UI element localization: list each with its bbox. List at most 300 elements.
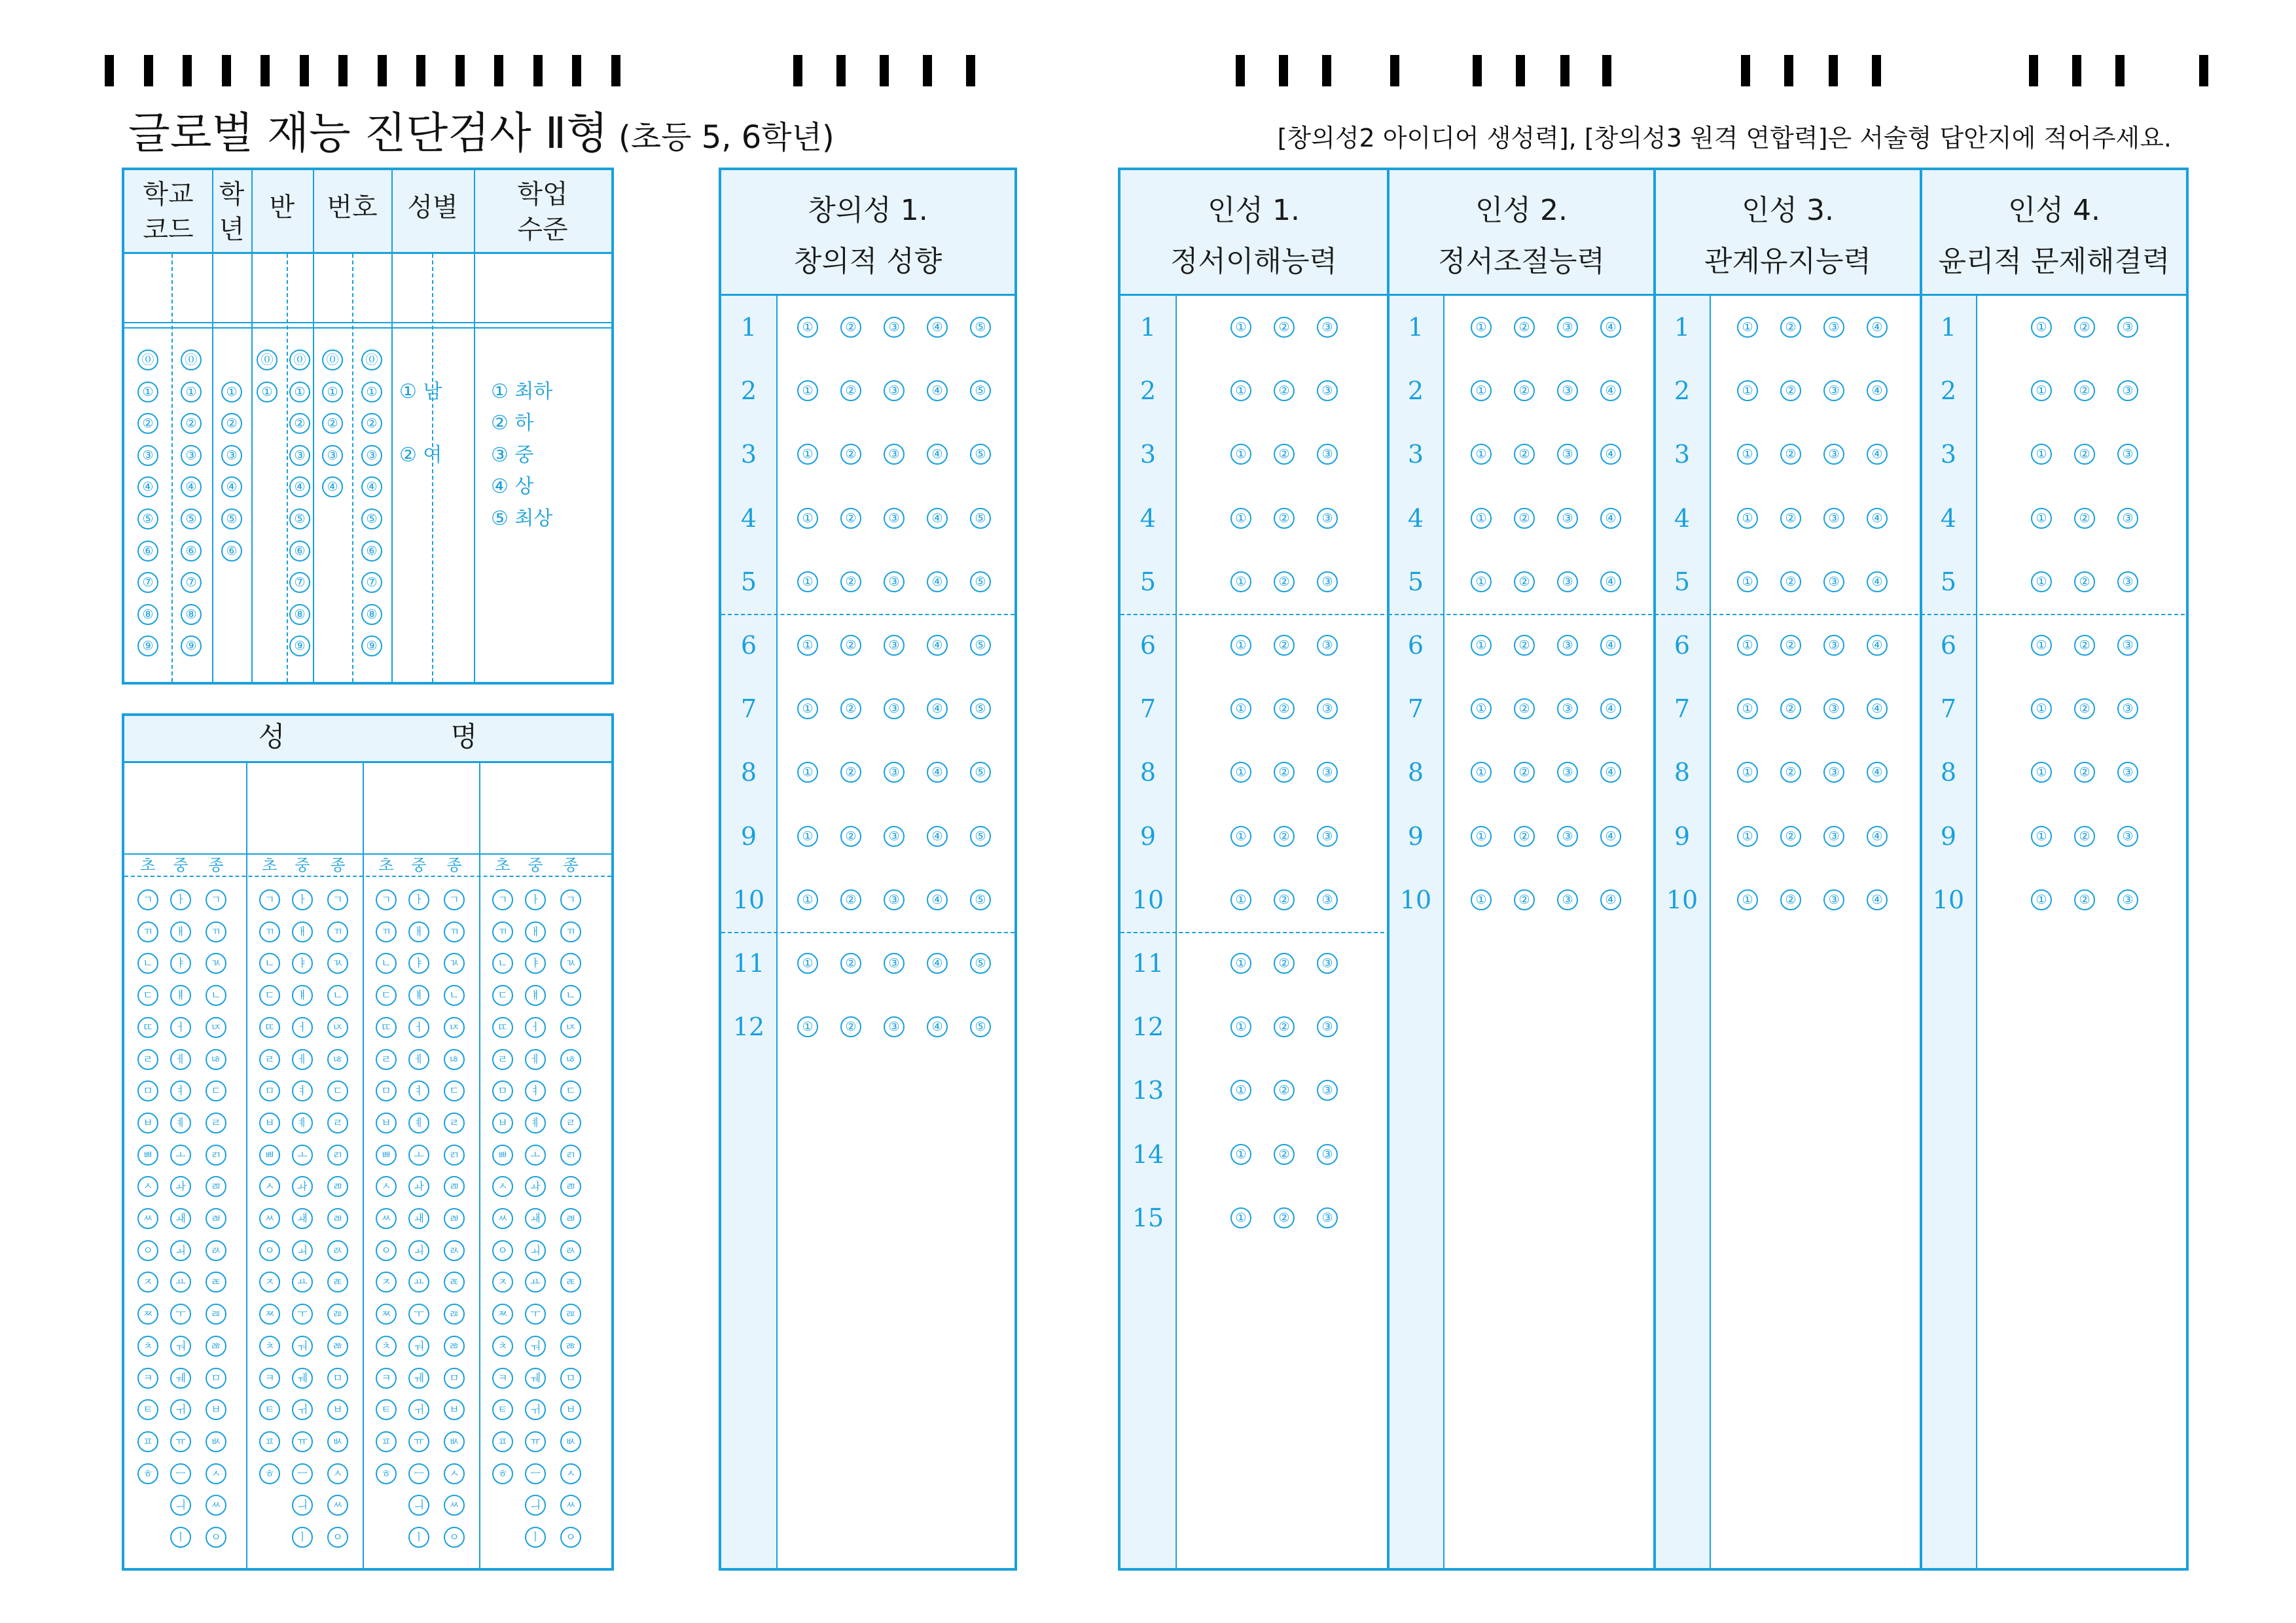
jamo-bubble[interactable]: ㅀ: [560, 1336, 581, 1357]
answer-bubble[interactable]: ③: [2117, 444, 2138, 465]
jamo-bubble[interactable]: ㅌ: [137, 1399, 158, 1420]
answer-bubble[interactable]: ①: [797, 571, 818, 592]
jamo-bubble[interactable]: ㅖ: [292, 1113, 313, 1133]
jamo-bubble[interactable]: ㄱ: [376, 889, 397, 910]
jamo-bubble[interactable]: ㅇ: [137, 1240, 158, 1261]
answer-bubble[interactable]: ③: [1317, 953, 1338, 974]
answer-bubble[interactable]: ④: [927, 826, 948, 847]
jamo-bubble[interactable]: ㅍ: [492, 1431, 513, 1452]
answer-bubble[interactable]: ②: [840, 571, 861, 592]
answer-bubble[interactable]: ③: [1557, 762, 1578, 783]
digit-bubble[interactable]: ⑦: [361, 572, 382, 593]
jamo-bubble[interactable]: ㄼ: [327, 1208, 348, 1229]
jamo-bubble[interactable]: ㅔ: [292, 1049, 313, 1070]
answer-bubble[interactable]: ②: [840, 317, 861, 338]
answer-bubble[interactable]: ⑤: [970, 571, 991, 592]
jamo-bubble[interactable]: ㅢ: [292, 1495, 313, 1516]
jamo-bubble[interactable]: ㅆ: [259, 1208, 280, 1229]
jamo-bubble[interactable]: ㅗ: [408, 1145, 429, 1166]
jamo-bubble[interactable]: ㄲ: [327, 921, 348, 942]
answer-bubble[interactable]: ③: [1557, 826, 1578, 847]
level-option[interactable]: ② 하: [491, 412, 534, 435]
answer-bubble[interactable]: ②: [1780, 444, 1801, 465]
jamo-bubble[interactable]: ㄸ: [137, 1017, 158, 1038]
jamo-bubble[interactable]: ㄺ: [327, 1145, 348, 1166]
jamo-bubble[interactable]: ㅑ: [170, 953, 191, 974]
answer-bubble[interactable]: ④: [1867, 380, 1888, 401]
answer-bubble[interactable]: ④: [1867, 317, 1888, 338]
answer-bubble[interactable]: ④: [927, 317, 948, 338]
jamo-bubble[interactable]: ㅣ: [170, 1527, 191, 1548]
answer-bubble[interactable]: ②: [840, 508, 861, 529]
gender-option[interactable]: ② 여: [399, 443, 442, 467]
jamo-bubble[interactable]: ㄼ: [444, 1208, 465, 1229]
digit-bubble[interactable]: ②: [361, 413, 382, 434]
digit-bubble[interactable]: ⑨: [289, 635, 310, 656]
jamo-bubble[interactable]: ㅟ: [408, 1399, 429, 1420]
jamo-bubble[interactable]: ㅁ: [492, 1080, 513, 1101]
answer-bubble[interactable]: ③: [884, 889, 905, 910]
answer-bubble[interactable]: ③: [1317, 826, 1338, 847]
jamo-bubble[interactable]: ㅈ: [376, 1272, 397, 1293]
jamo-bubble[interactable]: ㅆ: [137, 1208, 158, 1229]
answer-bubble[interactable]: ①: [1230, 889, 1251, 910]
jamo-bubble[interactable]: ㅂ: [259, 1113, 280, 1133]
jamo-bubble[interactable]: ㅊ: [376, 1336, 397, 1357]
jamo-bubble[interactable]: ㅟ: [525, 1399, 546, 1420]
jamo-bubble[interactable]: ㅉ: [137, 1304, 158, 1325]
answer-bubble[interactable]: ①: [2031, 698, 2052, 719]
answer-bubble[interactable]: ③: [1823, 826, 1844, 847]
jamo-bubble[interactable]: ㅅ: [376, 1176, 397, 1197]
jamo-bubble[interactable]: ㅍ: [376, 1431, 397, 1452]
jamo-bubble[interactable]: ㄿ: [560, 1304, 581, 1325]
digit-bubble[interactable]: ②: [289, 413, 310, 434]
answer-bubble[interactable]: ①: [2031, 635, 2052, 656]
jamo-bubble[interactable]: ㅆ: [560, 1495, 581, 1516]
jamo-bubble[interactable]: ㅠ: [525, 1431, 546, 1452]
answer-bubble[interactable]: ③: [2117, 508, 2138, 529]
digit-bubble[interactable]: ⑧: [181, 604, 202, 625]
jamo-bubble[interactable]: ㅛ: [170, 1272, 191, 1293]
answer-bubble[interactable]: ⑤: [970, 508, 991, 529]
answer-bubble[interactable]: ③: [1317, 1207, 1338, 1228]
jamo-bubble[interactable]: ㅏ: [292, 889, 313, 910]
level-option[interactable]: ④ 상: [491, 475, 534, 499]
answer-bubble[interactable]: ②: [1780, 889, 1801, 910]
jamo-bubble[interactable]: ㅅ: [444, 1463, 465, 1484]
jamo-bubble[interactable]: ㅖ: [525, 1113, 546, 1133]
jamo-bubble[interactable]: ㅅ: [492, 1176, 513, 1197]
digit-bubble[interactable]: ⑥: [221, 541, 242, 562]
answer-bubble[interactable]: ③: [1317, 571, 1338, 592]
jamo-bubble[interactable]: ㄲ: [376, 921, 397, 942]
jamo-bubble[interactable]: ㅈ: [259, 1272, 280, 1293]
digit-bubble[interactable]: ⑤: [137, 508, 158, 529]
answer-bubble[interactable]: ③: [1317, 889, 1338, 910]
answer-bubble[interactable]: ①: [1230, 826, 1251, 847]
answer-bubble[interactable]: ①: [1737, 317, 1758, 338]
jamo-bubble[interactable]: ㅉ: [376, 1304, 397, 1325]
jamo-bubble[interactable]: ㅅ: [259, 1176, 280, 1197]
answer-bubble[interactable]: ④: [1867, 571, 1888, 592]
jamo-bubble[interactable]: ㅟ: [292, 1399, 313, 1420]
jamo-bubble[interactable]: ㄾ: [327, 1272, 348, 1293]
jamo-bubble[interactable]: ㅓ: [525, 1017, 546, 1038]
jamo-bubble[interactable]: ㄲ: [560, 921, 581, 942]
jamo-bubble[interactable]: ㄹ: [206, 1113, 226, 1133]
answer-bubble[interactable]: ③: [2117, 635, 2138, 656]
jamo-bubble[interactable]: ㄳ: [206, 953, 226, 974]
jamo-bubble[interactable]: ㅆ: [327, 1495, 348, 1516]
jamo-bubble[interactable]: ㄱ: [327, 889, 348, 910]
digit-bubble[interactable]: ④: [322, 476, 343, 497]
jamo-bubble[interactable]: ㅂ: [327, 1399, 348, 1420]
answer-bubble[interactable]: ④: [1867, 635, 1888, 656]
answer-bubble[interactable]: ③: [884, 317, 905, 338]
answer-bubble[interactable]: ①: [1230, 762, 1251, 783]
answer-bubble[interactable]: ②: [1514, 380, 1535, 401]
jamo-bubble[interactable]: ㅒ: [525, 985, 546, 1006]
jamo-bubble[interactable]: ㄶ: [327, 1049, 348, 1070]
answer-bubble[interactable]: ②: [2074, 635, 2095, 656]
jamo-bubble[interactable]: ㅏ: [525, 889, 546, 910]
answer-bubble[interactable]: ⑤: [970, 698, 991, 719]
answer-bubble[interactable]: ⑤: [970, 635, 991, 656]
jamo-bubble[interactable]: ㄸ: [259, 1017, 280, 1038]
answer-bubble[interactable]: ④: [1867, 762, 1888, 783]
level-option[interactable]: ⑤ 최상: [491, 507, 553, 530]
answer-bubble[interactable]: ②: [840, 889, 861, 910]
answer-bubble[interactable]: ④: [1867, 826, 1888, 847]
digit-bubble[interactable]: ⑤: [181, 508, 202, 529]
jamo-bubble[interactable]: ㅁ: [206, 1368, 226, 1389]
answer-bubble[interactable]: ⑤: [970, 444, 991, 465]
answer-bubble[interactable]: ③: [884, 826, 905, 847]
jamo-bubble[interactable]: ㄳ: [327, 953, 348, 974]
jamo-bubble[interactable]: ㅕ: [408, 1080, 429, 1101]
jamo-bubble[interactable]: ㅚ: [525, 1240, 546, 1261]
jamo-bubble[interactable]: ㅁ: [444, 1368, 465, 1389]
jamo-bubble[interactable]: ㄵ: [444, 1017, 465, 1038]
answer-bubble[interactable]: ④: [1600, 889, 1621, 910]
jamo-bubble[interactable]: ㄹ: [137, 1049, 158, 1070]
answer-bubble[interactable]: ①: [1471, 635, 1492, 656]
answer-bubble[interactable]: ②: [1274, 698, 1295, 719]
jamo-bubble[interactable]: ㅇ: [206, 1527, 226, 1548]
answer-bubble[interactable]: ①: [2031, 508, 2052, 529]
jamo-bubble[interactable]: ㅝ: [408, 1336, 429, 1357]
jamo-bubble[interactable]: ㅕ: [170, 1080, 191, 1101]
jamo-bubble[interactable]: ㅅ: [137, 1176, 158, 1197]
jamo-bubble[interactable]: ㅄ: [560, 1431, 581, 1452]
jamo-bubble[interactable]: ㅋ: [259, 1368, 280, 1389]
jamo-bubble[interactable]: ㅆ: [206, 1495, 226, 1516]
jamo-bubble[interactable]: ㅌ: [259, 1399, 280, 1420]
answer-bubble[interactable]: ③: [2117, 380, 2138, 401]
answer-bubble[interactable]: ②: [1274, 1144, 1295, 1165]
answer-bubble[interactable]: ①: [2031, 889, 2052, 910]
jamo-bubble[interactable]: ㄶ: [560, 1049, 581, 1070]
jamo-bubble[interactable]: ㅂ: [560, 1399, 581, 1420]
jamo-bubble[interactable]: ㅓ: [408, 1017, 429, 1038]
jamo-bubble[interactable]: ㅄ: [444, 1431, 465, 1452]
answer-bubble[interactable]: ③: [1317, 380, 1338, 401]
answer-bubble[interactable]: ①: [1737, 762, 1758, 783]
answer-bubble[interactable]: ④: [1600, 698, 1621, 719]
digit-bubble[interactable]: ⓪: [322, 349, 343, 370]
digit-bubble[interactable]: ⑥: [137, 541, 158, 562]
jamo-bubble[interactable]: ㅔ: [525, 1049, 546, 1070]
answer-bubble[interactable]: ④: [927, 1016, 948, 1037]
answer-bubble[interactable]: ①: [1471, 508, 1492, 529]
jamo-bubble[interactable]: ㅚ: [170, 1240, 191, 1261]
jamo-bubble[interactable]: ㅀ: [444, 1336, 465, 1357]
jamo-bubble[interactable]: ㅇ: [560, 1527, 581, 1548]
jamo-bubble[interactable]: ㄲ: [444, 921, 465, 942]
jamo-bubble[interactable]: ㅔ: [408, 1049, 429, 1070]
answer-bubble[interactable]: ②: [1780, 698, 1801, 719]
jamo-bubble[interactable]: ㄾ: [444, 1272, 465, 1293]
answer-bubble[interactable]: ①: [1737, 444, 1758, 465]
jamo-bubble[interactable]: ㅍ: [137, 1431, 158, 1452]
answer-bubble[interactable]: ③: [884, 444, 905, 465]
jamo-bubble[interactable]: ㅗ: [525, 1145, 546, 1166]
answer-bubble[interactable]: ①: [2031, 571, 2052, 592]
jamo-bubble[interactable]: ㅌ: [492, 1399, 513, 1420]
jamo-bubble[interactable]: ㅓ: [170, 1017, 191, 1038]
jamo-bubble[interactable]: ㅡ: [525, 1463, 546, 1484]
answer-bubble[interactable]: ③: [884, 698, 905, 719]
answer-bubble[interactable]: ②: [1274, 953, 1295, 974]
jamo-bubble[interactable]: ㅉ: [492, 1304, 513, 1325]
answer-bubble[interactable]: ②: [840, 826, 861, 847]
jamo-bubble[interactable]: ㅀ: [327, 1336, 348, 1357]
digit-bubble[interactable]: ①: [289, 382, 310, 402]
answer-bubble[interactable]: ④: [1600, 444, 1621, 465]
answer-bubble[interactable]: ①: [1737, 826, 1758, 847]
digit-bubble[interactable]: ⑦: [137, 572, 158, 593]
digit-bubble[interactable]: ③: [181, 445, 202, 466]
answer-bubble[interactable]: ②: [840, 1016, 861, 1037]
jamo-bubble[interactable]: ㄼ: [560, 1208, 581, 1229]
answer-bubble[interactable]: ②: [2074, 889, 2095, 910]
answer-bubble[interactable]: ③: [1317, 508, 1338, 529]
jamo-bubble[interactable]: ㅒ: [292, 985, 313, 1006]
jamo-bubble[interactable]: ㅞ: [170, 1368, 191, 1389]
digit-bubble[interactable]: ③: [137, 445, 158, 466]
answer-bubble[interactable]: ③: [1823, 889, 1844, 910]
answer-bubble[interactable]: ③: [2117, 317, 2138, 338]
jamo-bubble[interactable]: ㅄ: [327, 1431, 348, 1452]
answer-bubble[interactable]: ①: [2031, 826, 2052, 847]
jamo-bubble[interactable]: ㄾ: [560, 1272, 581, 1293]
digit-bubble[interactable]: ④: [289, 476, 310, 497]
digit-bubble[interactable]: ⑨: [181, 635, 202, 656]
digit-bubble[interactable]: ⑨: [361, 635, 382, 656]
answer-bubble[interactable]: ④: [1867, 508, 1888, 529]
jamo-bubble[interactable]: ㄺ: [560, 1145, 581, 1166]
digit-bubble[interactable]: ⓪: [181, 349, 202, 370]
answer-bubble[interactable]: ②: [2074, 444, 2095, 465]
jamo-bubble[interactable]: ㅏ: [170, 889, 191, 910]
jamo-bubble[interactable]: ㅖ: [408, 1113, 429, 1133]
jamo-bubble[interactable]: ㅅ: [327, 1463, 348, 1484]
jamo-bubble[interactable]: ㄹ: [444, 1113, 465, 1133]
answer-bubble[interactable]: ①: [797, 1016, 818, 1037]
jamo-bubble[interactable]: ㅌ: [376, 1399, 397, 1420]
jamo-bubble[interactable]: ㄺ: [444, 1145, 465, 1166]
jamo-bubble[interactable]: ㅠ: [408, 1431, 429, 1452]
answer-bubble[interactable]: ④: [927, 444, 948, 465]
jamo-bubble[interactable]: ㄹ: [327, 1113, 348, 1133]
answer-bubble[interactable]: ①: [1471, 571, 1492, 592]
jamo-bubble[interactable]: ㄽ: [327, 1240, 348, 1261]
jamo-bubble[interactable]: ㅙ: [408, 1208, 429, 1229]
jamo-bubble[interactable]: ㅇ: [444, 1527, 465, 1548]
answer-bubble[interactable]: ⑤: [970, 317, 991, 338]
answer-bubble[interactable]: ④: [1867, 698, 1888, 719]
jamo-bubble[interactable]: ㅁ: [376, 1080, 397, 1101]
jamo-bubble[interactable]: ㅐ: [408, 921, 429, 942]
answer-bubble[interactable]: ③: [884, 953, 905, 974]
answer-bubble[interactable]: ③: [2117, 826, 2138, 847]
jamo-bubble[interactable]: ㅒ: [170, 985, 191, 1006]
answer-bubble[interactable]: ④: [927, 762, 948, 783]
answer-bubble[interactable]: ②: [1274, 635, 1295, 656]
level-option[interactable]: ③ 중: [491, 443, 534, 467]
jamo-bubble[interactable]: ㅂ: [206, 1399, 226, 1420]
answer-bubble[interactable]: ③: [884, 380, 905, 401]
jamo-bubble[interactable]: ㅆ: [444, 1495, 465, 1516]
answer-bubble[interactable]: ③: [1557, 444, 1578, 465]
answer-bubble[interactable]: ③: [1557, 317, 1578, 338]
answer-bubble[interactable]: ①: [2031, 762, 2052, 783]
digit-bubble[interactable]: ⑦: [181, 572, 202, 593]
jamo-bubble[interactable]: ㅘ: [292, 1176, 313, 1197]
jamo-bubble[interactable]: ㅠ: [170, 1431, 191, 1452]
jamo-bubble[interactable]: ㄴ: [259, 953, 280, 974]
answer-bubble[interactable]: ②: [840, 380, 861, 401]
answer-bubble[interactable]: ③: [1317, 762, 1338, 783]
jamo-bubble[interactable]: ㅂ: [444, 1399, 465, 1420]
digit-bubble[interactable]: ②: [322, 413, 343, 434]
answer-bubble[interactable]: ①: [1230, 635, 1251, 656]
jamo-bubble[interactable]: ㄸ: [492, 1017, 513, 1038]
answer-bubble[interactable]: ④: [1600, 571, 1621, 592]
jamo-bubble[interactable]: ㄴ: [206, 985, 226, 1006]
jamo-bubble[interactable]: ㅡ: [292, 1463, 313, 1484]
jamo-bubble[interactable]: ㄲ: [259, 921, 280, 942]
jamo-bubble[interactable]: ㅀ: [206, 1336, 226, 1357]
jamo-bubble[interactable]: ㅉ: [259, 1304, 280, 1325]
jamo-bubble[interactable]: ㅙ: [170, 1208, 191, 1229]
answer-bubble[interactable]: ②: [840, 698, 861, 719]
jamo-bubble[interactable]: ㄱ: [259, 889, 280, 910]
digit-bubble[interactable]: ③: [322, 445, 343, 466]
jamo-bubble[interactable]: ㄱ: [560, 889, 581, 910]
jamo-bubble[interactable]: ㄻ: [206, 1176, 226, 1197]
answer-bubble[interactable]: ①: [1471, 762, 1492, 783]
answer-bubble[interactable]: ⑤: [970, 762, 991, 783]
jamo-bubble[interactable]: ㅋ: [376, 1368, 397, 1389]
answer-bubble[interactable]: ②: [1514, 508, 1535, 529]
answer-bubble[interactable]: ③: [2117, 698, 2138, 719]
digit-bubble[interactable]: ⑨: [137, 635, 158, 656]
answer-bubble[interactable]: ①: [1230, 953, 1251, 974]
answer-bubble[interactable]: ①: [1737, 698, 1758, 719]
answer-bubble[interactable]: ④: [927, 889, 948, 910]
jamo-bubble[interactable]: ㅛ: [525, 1272, 546, 1293]
jamo-bubble[interactable]: ㄱ: [137, 889, 158, 910]
jamo-bubble[interactable]: ㅑ: [408, 953, 429, 974]
jamo-bubble[interactable]: ㄹ: [492, 1049, 513, 1070]
jamo-bubble[interactable]: ㅢ: [408, 1495, 429, 1516]
jamo-bubble[interactable]: ㄴ: [327, 985, 348, 1006]
jamo-bubble[interactable]: ㅄ: [206, 1431, 226, 1452]
digit-bubble[interactable]: ⑤: [221, 508, 242, 529]
digit-bubble[interactable]: ③: [221, 445, 242, 466]
answer-bubble[interactable]: ③: [1317, 635, 1338, 656]
answer-bubble[interactable]: ⑤: [970, 953, 991, 974]
answer-bubble[interactable]: ①: [1471, 826, 1492, 847]
answer-bubble[interactable]: ②: [1780, 762, 1801, 783]
digit-bubble[interactable]: ②: [221, 413, 242, 434]
digit-bubble[interactable]: ⑥: [181, 541, 202, 562]
jamo-bubble[interactable]: ㄿ: [444, 1304, 465, 1325]
jamo-bubble[interactable]: ㅙ: [292, 1208, 313, 1229]
answer-bubble[interactable]: ②: [2074, 698, 2095, 719]
jamo-bubble[interactable]: ㅁ: [137, 1080, 158, 1101]
jamo-bubble[interactable]: ㅃ: [376, 1145, 397, 1166]
jamo-bubble[interactable]: ㄳ: [444, 953, 465, 974]
digit-bubble[interactable]: ①: [322, 382, 343, 402]
answer-bubble[interactable]: ④: [1600, 317, 1621, 338]
answer-bubble[interactable]: ①: [797, 444, 818, 465]
jamo-bubble[interactable]: ㅘ: [408, 1176, 429, 1197]
answer-bubble[interactable]: ④: [1600, 762, 1621, 783]
digit-bubble[interactable]: ④: [137, 476, 158, 497]
jamo-bubble[interactable]: ㅜ: [408, 1304, 429, 1325]
jamo-bubble[interactable]: ㅎ: [259, 1463, 280, 1484]
answer-bubble[interactable]: ①: [2031, 317, 2052, 338]
jamo-bubble[interactable]: ㄶ: [206, 1049, 226, 1070]
answer-bubble[interactable]: ②: [1514, 635, 1535, 656]
jamo-bubble[interactable]: ㄽ: [560, 1240, 581, 1261]
jamo-bubble[interactable]: ㄻ: [444, 1176, 465, 1197]
answer-bubble[interactable]: ④: [927, 953, 948, 974]
jamo-bubble[interactable]: ㅋ: [492, 1368, 513, 1389]
answer-bubble[interactable]: ①: [1471, 444, 1492, 465]
jamo-bubble[interactable]: ㅞ: [525, 1368, 546, 1389]
jamo-bubble[interactable]: ㅡ: [408, 1463, 429, 1484]
answer-bubble[interactable]: ④: [1600, 508, 1621, 529]
jamo-bubble[interactable]: ㅑ: [292, 953, 313, 974]
jamo-bubble[interactable]: ㅛ: [408, 1272, 429, 1293]
jamo-bubble[interactable]: ㅁ: [327, 1368, 348, 1389]
answer-bubble[interactable]: ②: [840, 635, 861, 656]
answer-bubble[interactable]: ②: [1274, 762, 1295, 783]
jamo-bubble[interactable]: ㅇ: [259, 1240, 280, 1261]
jamo-bubble[interactable]: ㄹ: [259, 1049, 280, 1070]
digit-bubble[interactable]: ⑤: [361, 508, 382, 529]
jamo-bubble[interactable]: ㅇ: [492, 1240, 513, 1261]
answer-bubble[interactable]: ①: [2031, 380, 2052, 401]
jamo-bubble[interactable]: ㄷ: [560, 1080, 581, 1101]
answer-bubble[interactable]: ②: [2074, 826, 2095, 847]
answer-bubble[interactable]: ③: [2117, 571, 2138, 592]
jamo-bubble[interactable]: ㄴ: [492, 953, 513, 974]
